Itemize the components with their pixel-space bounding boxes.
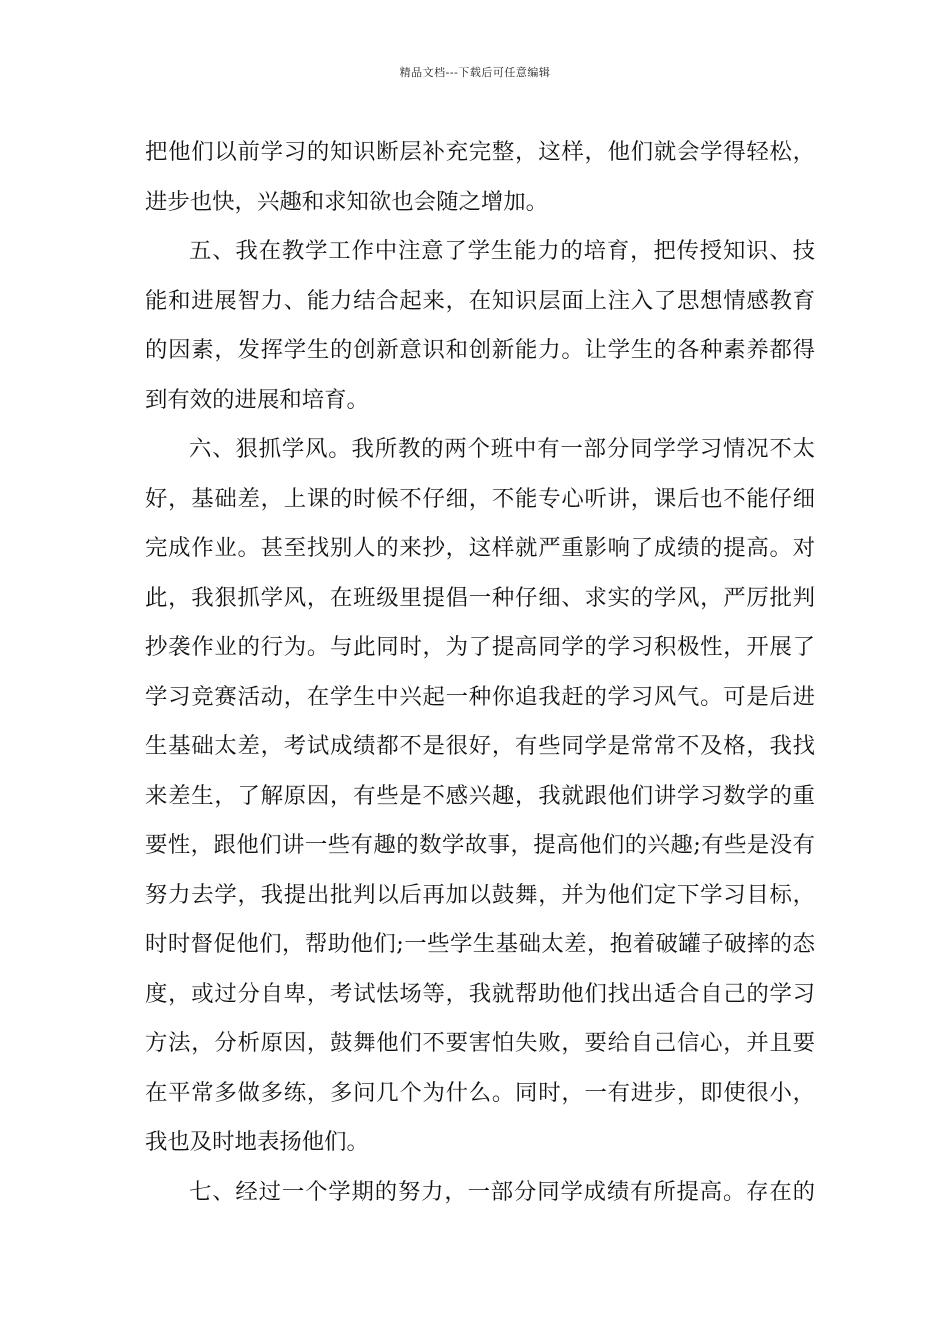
paragraph-item-5 (145, 227, 815, 425)
text-line: 能和进展智力、能力结合起来，在知识层面上注入了思想情感教育 (145, 287, 815, 314)
text-line: 抄袭作业的行为。与此同时，为了提高同学的学习积极性，开展了 (145, 634, 815, 660)
text-line: 努力去学，我提出批判以后再加以鼓舞，并为他们定下学习目标， (145, 881, 815, 908)
text-line: 学习竞赛活动，在学生中兴起一种你追我赶的学习风气。可是后进 (145, 683, 815, 710)
text-line: 把他们以前学习的知识断层补充完整，这样，他们就会学得轻松， (145, 139, 815, 165)
text-line: 五、我在教学工作中注意了学生能力的培育，把传授知识、技 (189, 238, 815, 264)
text-line: 七、经过一个学期的努力，一部分同学成绩有所提高。存在的 (189, 1178, 815, 1205)
text-line: 方法，分析原因，鼓舞他们不要害怕失败，要给自己信心，并且要 (145, 1030, 815, 1056)
text-line: 完成作业。甚至找别人的来抄，这样就严重影响了成绩的提高。对 (145, 535, 815, 561)
text-line: 要性，跟他们讲一些有趣的数学故事，提高他们的兴趣;有些是没有 (145, 832, 815, 858)
paragraph-continuation (145, 128, 815, 227)
text-line: 时时督促他们，帮助他们;一些学生基础太差，抱着破罐子破摔的态 (145, 931, 815, 957)
text-line: 的因素，发挥学生的创新意识和创新能力。让学生的各种素养都得 (145, 337, 815, 363)
text-line: 度，或过分自卑，考试怯场等，我就帮助他们找出适合自己的学习 (145, 980, 815, 1007)
document-body (145, 128, 815, 1217)
text-line: 好，基础差，上课的时候不仔细，不能专心听讲，课后也不能仔细 (145, 485, 815, 512)
text-line: 此，我狠抓学风，在班级里提倡一种仔细、求实的学风，严厉批判 (145, 584, 815, 611)
text-line: 我也及时地表扬他们。 (145, 1129, 369, 1155)
paragraph-item-6 (145, 425, 815, 1168)
text-line: 进步也快，兴趣和求知欲也会随之增加。 (145, 188, 549, 215)
text-line: 在平常多做多练，多问几个为什么。同时，一有进步，即使很小， (145, 1079, 815, 1106)
text-line: 六、狠抓学风。我所教的两个班中有一部分同学学习情况不太 (189, 436, 815, 462)
page-header: 精品文档---下载后可任意编辑 (399, 66, 551, 79)
text-line: 到有效的进展和培育。 (145, 386, 369, 413)
text-line: 生基础太差，考试成绩都不是很好，有些同学是常常不及格，我找 (145, 733, 815, 759)
paragraph-item-7 (145, 1168, 815, 1218)
text-line: 来差生，了解原因，有些是不感兴趣，我就跟他们讲学习数学的重 (145, 782, 815, 809)
